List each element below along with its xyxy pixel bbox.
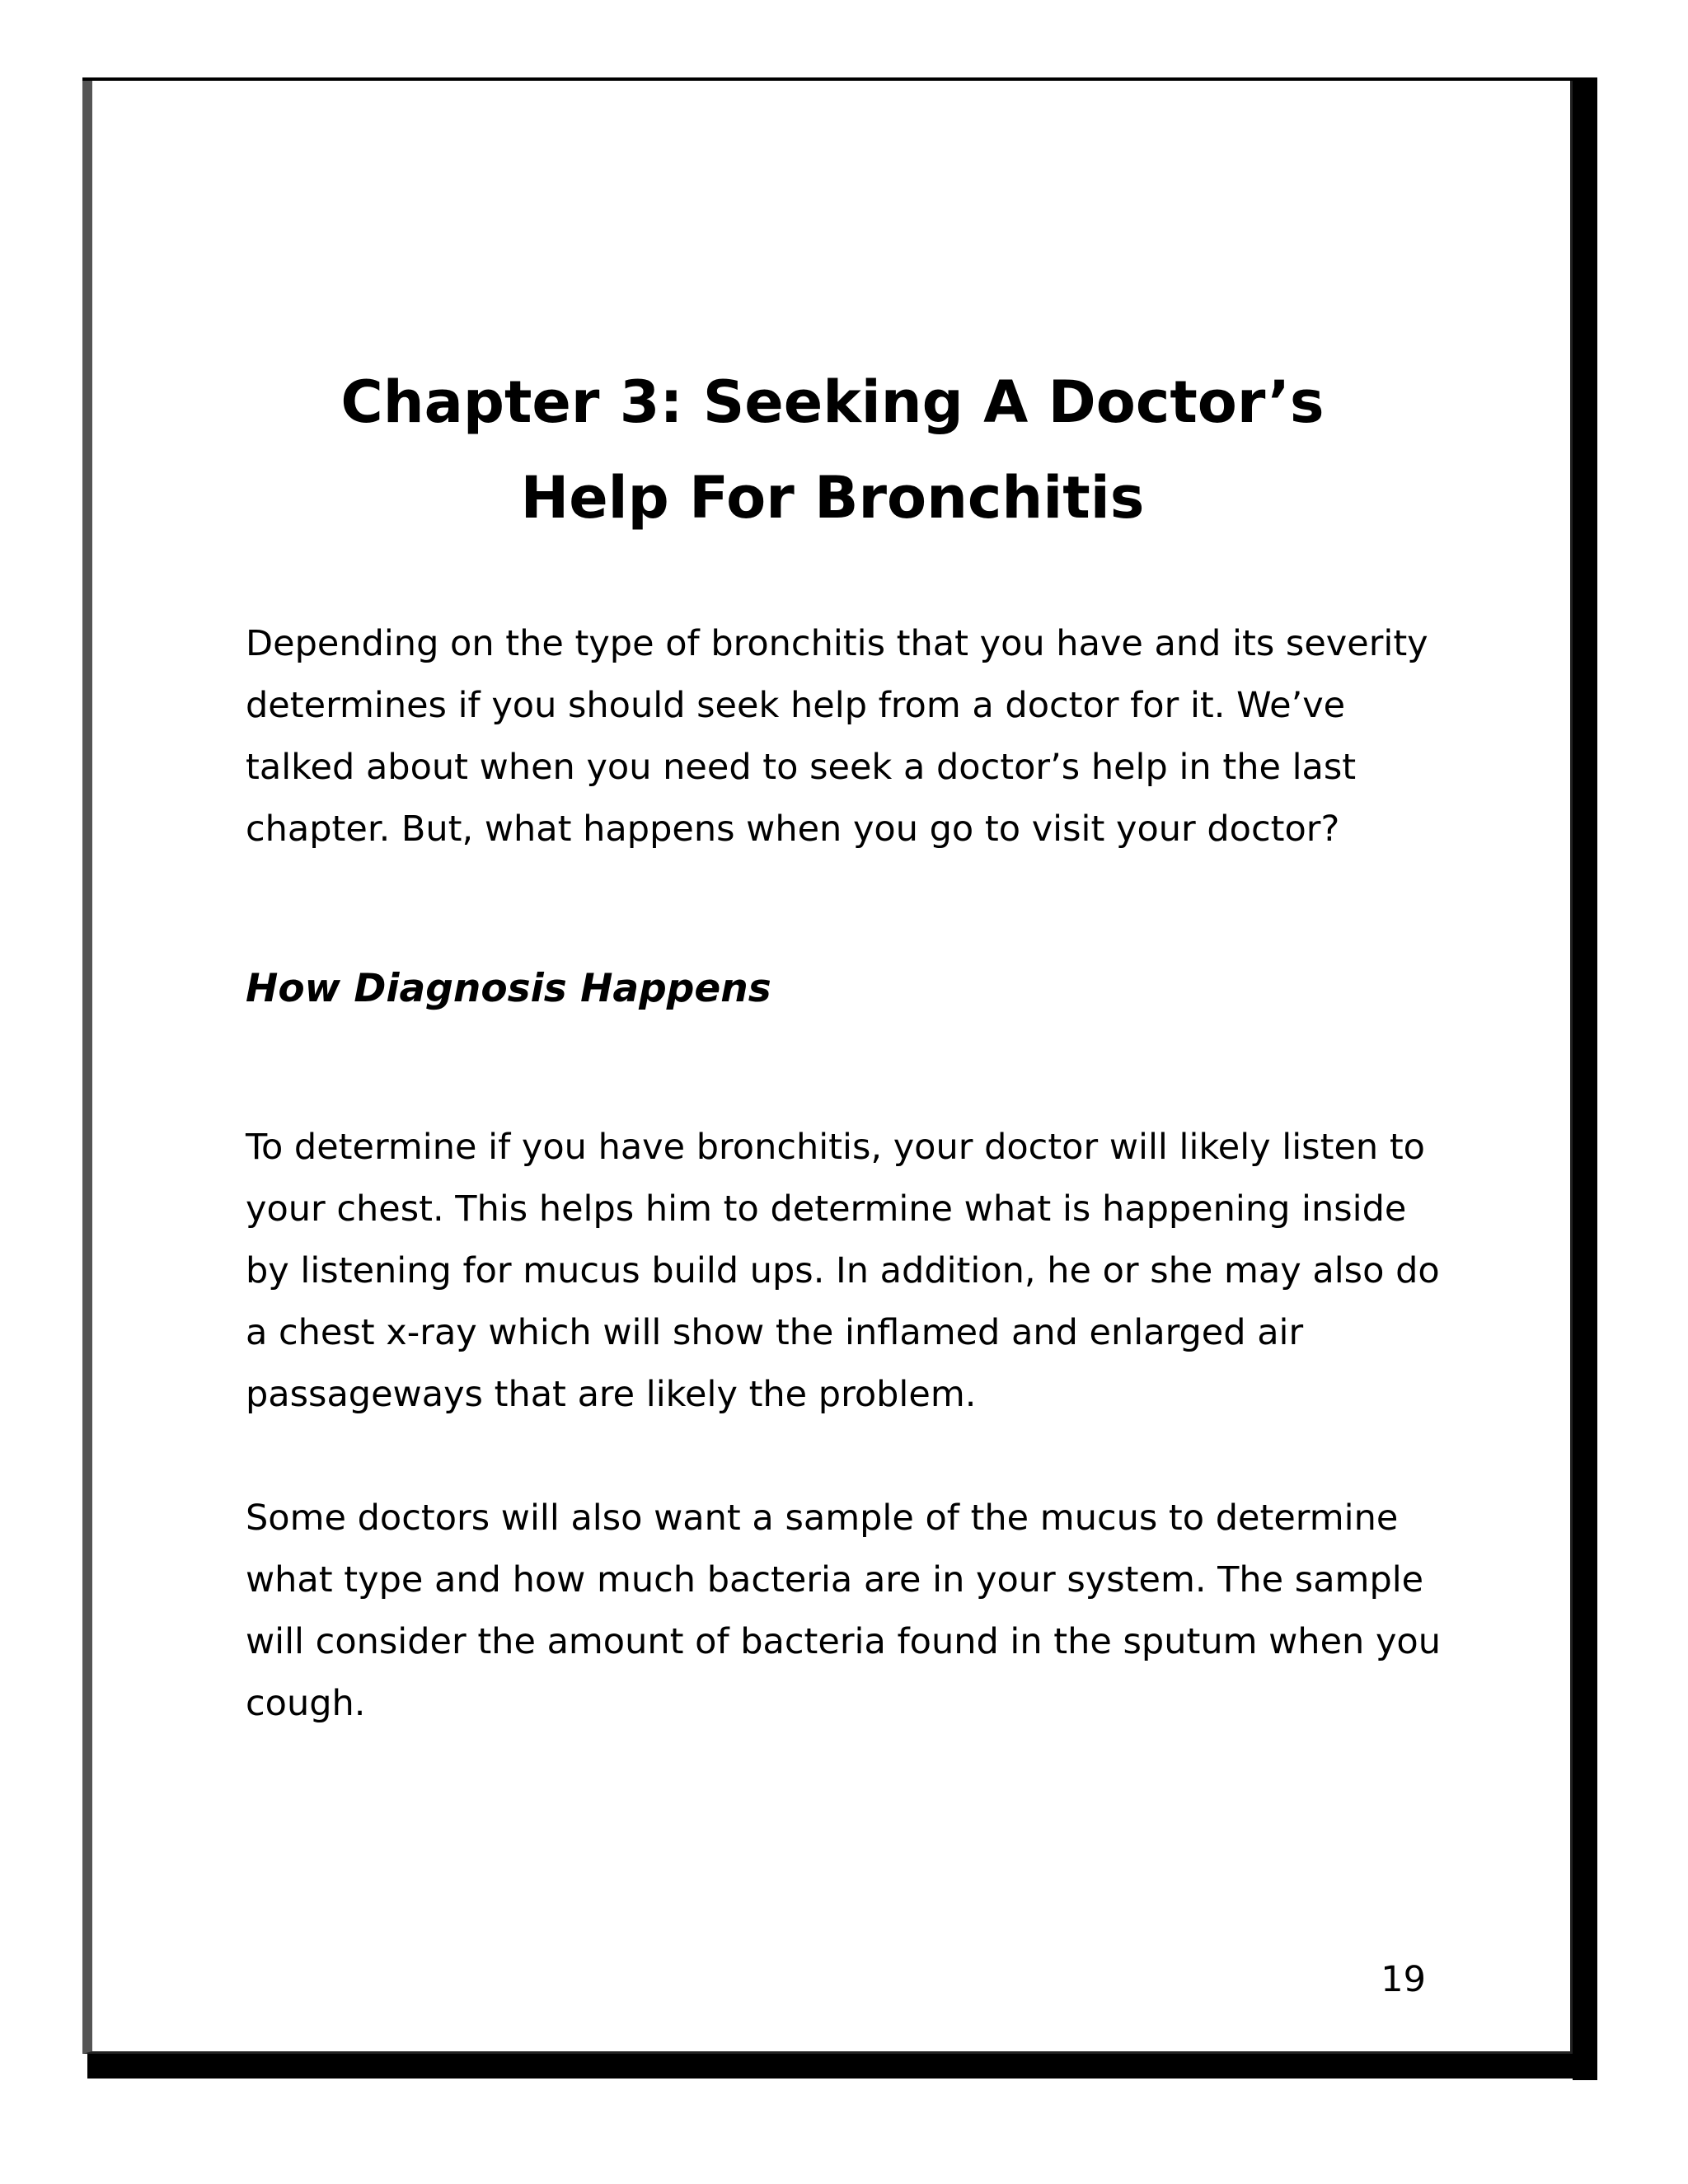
chapter-title [165,354,1500,546]
chapter-title-line-1: Chapter 3: Seeking A Doctor’s [340,368,1325,436]
section-heading-diagnosis: How Diagnosis Happens [246,966,771,1011]
page-top-border [82,77,1597,81]
paragraph-sample: Some doctors will also want a sample of the mucus to determine what type and how much bacteria are in your system. The sample will consider the amount of bacteria found in the sputum when you cough. [246,1497,1441,1724]
chapter-title-line-2: Help For Bronchitis [520,464,1145,532]
page-number: 19 [1381,1959,1426,2000]
page-body [246,613,1449,1735]
paragraph-intro: Depending on the type of bronchitis that you have and its severity determines if you should seek help from a doctor for it. We’ve talked about when you need to seek a doctor’s help in the last chapter. But, what happens when you go to visit your doctor? [246,623,1428,850]
page-shadow-bottom [87,2054,1597,2079]
page-shadow-right [1573,77,1597,2080]
paragraph-diagnosis: To determine if you have bronchitis, your doctor will likely listen to your chest. This helps him to determine what is happening inside by listening for mucus build ups. In addition, he or she may also do a chest x-ray which will show the inflamed and enlarged air passageways that are likely the problem. [246,1127,1440,1415]
